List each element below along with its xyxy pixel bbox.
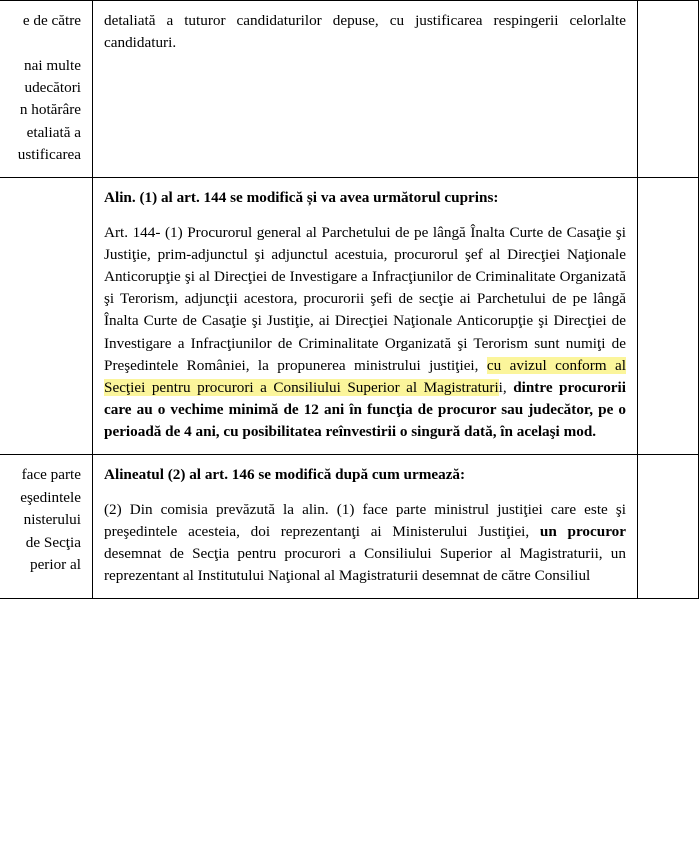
row-2-left-cell: [0, 178, 93, 455]
row-3-left-cell: [0, 455, 93, 599]
text: desemnat de Secţia pentru procurori a Consiliului Superior al Magistraturii, un reprezentant al Institutului Naţional al Magistraturii desemnat de către Consiliul: [104, 545, 626, 585]
text: detaliată a tuturor candidaturilor depuse, cu justificarea respingerii celorlalte candidaturi.: [104, 12, 626, 52]
left-text-line: de Secţia: [25, 533, 81, 551]
row-2-heading: Alin. (1) al art. 144 se modifică și va avea următorul cuprins:: [104, 189, 499, 207]
table-row: [0, 178, 699, 455]
paragraph: [104, 10, 626, 54]
text: Art. 144- (1) Procurorul general al Parchetului de pe lângă Înalta Curte de Casaţie şi Justiţie, prim-adjunctul şi adjunctul acestuia, procurorul şef al Direcţiei Naţionale Anticorupţie şi al Direcţiei de Investigare a Infracţiunilor de Criminalitate Organizată şi Terorism, adjuncţii acestora, procurorii şefi de secţie ai Parchetului de pe lângă Înalta Curte de Casaţie şi Justiţie, ai Direcţiei Naţionale Anticorupţie şi Direcţiei de Investigare a Infracţiunilor de Criminalitate Organizată şi Terorism sunt numiţi de Preşedintele României, la propunerea ministrului justiţiei,: [104, 223, 626, 374]
row-1-left-cell: [0, 1, 93, 178]
left-text-line: perior al: [29, 555, 81, 573]
row-1-right-cell: [638, 1, 699, 178]
row-3-paragraphs: [104, 499, 626, 588]
row-3-right-cell: [638, 455, 699, 599]
left-text-line: ustificarea: [17, 146, 81, 164]
row-2-middle-cell: [93, 178, 638, 455]
highlighted-text: cu avizul conform al Secţiei pentru procurori a Consiliului Superior al Magistraturi: [104, 356, 626, 396]
row-3-left-lines: [0, 464, 81, 576]
left-text-line: udecători: [24, 79, 81, 97]
left-text-line: face parte: [21, 466, 81, 484]
left-text-line: n hotărâre: [19, 101, 81, 119]
bold-text: dintre procurorii care au o vechime minimă de 12 ani în funcţia de procuror sau judecător, pe o perioadă de 4 ani, cu posibilitatea reînvestirii o singură dată, în acelaşi mod.: [104, 378, 626, 441]
bold-text: un procuror: [539, 522, 626, 540]
table-row: [0, 455, 699, 599]
left-text-line: etaliată a: [26, 123, 81, 141]
paragraph: [104, 499, 626, 588]
text: i,: [498, 378, 514, 396]
row-1-middle-cell: [93, 1, 638, 178]
row-3-middle-cell: [93, 455, 638, 599]
row-3-heading: Alineatul (2) al art. 146 se modifică după cum urmează:: [104, 466, 466, 484]
left-text-line: nisterului: [23, 511, 81, 529]
left-text-line: eşedintele: [20, 488, 81, 506]
row-2-paragraphs: [104, 222, 626, 444]
left-text-line: nai multe: [24, 56, 81, 74]
left-text-line: [0, 32, 81, 54]
row-1-paragraphs: [104, 10, 626, 54]
row-1-left-lines: [0, 10, 81, 166]
row-2-right-cell: [638, 178, 699, 455]
text: (2) Din comisia prevăzută la alin. (1) face parte ministrul justiţiei care este şi preşedintele acesteia, doi reprezentanţi ai Ministerului Justiţiei,: [104, 500, 626, 540]
paragraph: [104, 222, 626, 444]
left-text-line: e de către: [22, 12, 81, 29]
table-row: [0, 1, 699, 178]
table-body: [0, 1, 699, 599]
